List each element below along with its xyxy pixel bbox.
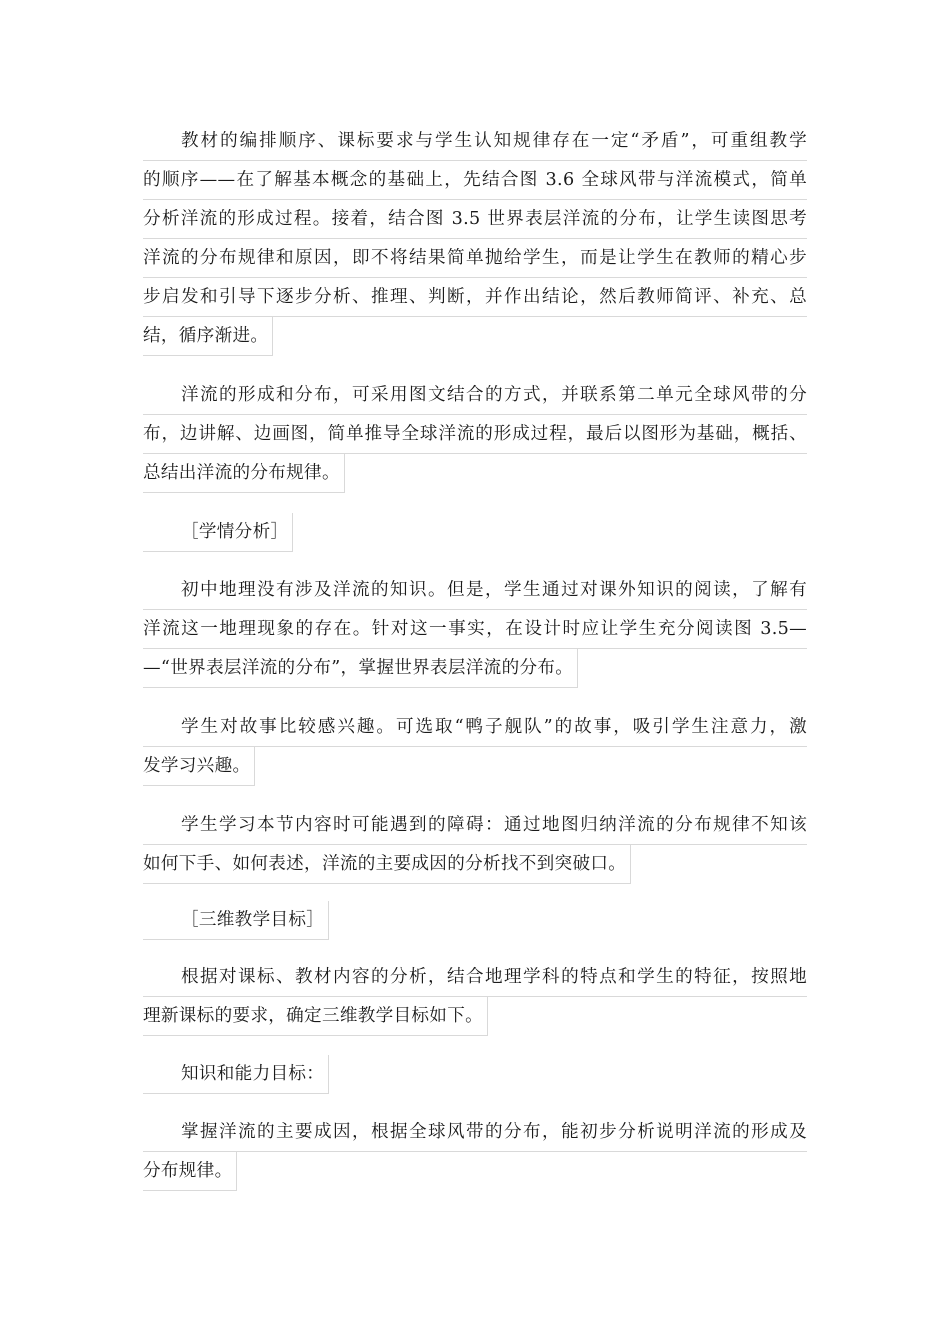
text-line: 初中地理没有涉及洋流的知识。但是，学生通过对课外知识的阅读，了解有 xyxy=(143,571,807,610)
text-line: 步启发和引导下逐步分析、推理、判断，并作出结论，然后教师简评、补充、总 xyxy=(143,278,807,317)
text-line: 洋流的形成和分布，可采用图文结合的方式，并联系第二单元全球风带的分 xyxy=(143,376,807,415)
text-line: 洋流的分布规律和原因，即不将结果简单抛给学生，而是让学生在教师的精心步 xyxy=(143,239,807,278)
text-line: 学生学习本节内容时可能遇到的障碍：通过地图归纳洋流的分布规律不知该 xyxy=(143,806,807,845)
text-line: 学生对故事比较感兴趣。可选取“鸭子舰队”的故事，吸引学生注意力，激 xyxy=(143,708,807,747)
heading-knowledge-ability xyxy=(143,1055,807,1098)
text-line: 分析洋流的形成过程。接着，结合图 3.5 世界表层洋流的分布，让学生读图思考 xyxy=(143,200,807,239)
paragraph-curriculum-order xyxy=(143,122,807,360)
paragraph-formation-distribution xyxy=(143,376,807,497)
paragraph-knowledge-goal xyxy=(143,1113,807,1195)
text-line: 发学习兴趣。 xyxy=(143,747,255,786)
text-line: 如何下手、如何表述，洋流的主要成因的分析找不到突破口。 xyxy=(143,845,631,884)
text-line: 总结出洋流的分布规律。 xyxy=(143,454,345,493)
heading-teaching-objectives xyxy=(143,901,807,944)
paragraph-objectives-intro xyxy=(143,958,807,1040)
text-line: 掌握洋流的主要成因，根据全球风带的分布，能初步分析说明洋流的形成及 xyxy=(143,1113,807,1152)
text-line: 根据对课标、教材内容的分析，结合地理学科的特点和学生的特征，按照地 xyxy=(143,958,807,997)
text-line: 洋流这一地理现象的存在。针对这一事实，在设计时应让学生充分阅读图 3.5— xyxy=(143,610,807,649)
paragraph-prior-knowledge xyxy=(143,571,807,692)
text-line: 的顺序——在了解基本概念的基础上，先结合图 3.6 全球风带与洋流模式，简单 xyxy=(143,161,807,200)
paragraph-learning-obstacles xyxy=(143,806,807,888)
text-line: 布，边讲解、边画图，简单推导全球洋流的形成过程，最后以图形为基础，概括、 xyxy=(143,415,807,454)
section-heading: 知识和能力目标： xyxy=(143,1055,329,1094)
heading-learner-analysis xyxy=(143,513,807,556)
text-line: —“世界表层洋流的分布”，掌握世界表层洋流的分布。 xyxy=(143,649,578,688)
paragraph-story-interest xyxy=(143,708,807,790)
text-line: 分布规律。 xyxy=(143,1152,237,1191)
text-line: 理新课标的要求，确定三维教学目标如下。 xyxy=(143,997,488,1036)
text-line: 结，循序渐进。 xyxy=(143,317,273,356)
section-heading: ［三维教学目标］ xyxy=(143,901,329,940)
text-line: 教材的编排顺序、课标要求与学生认知规律存在一定“矛盾”，可重组教学 xyxy=(143,122,807,161)
section-heading: ［学情分析］ xyxy=(143,513,293,552)
